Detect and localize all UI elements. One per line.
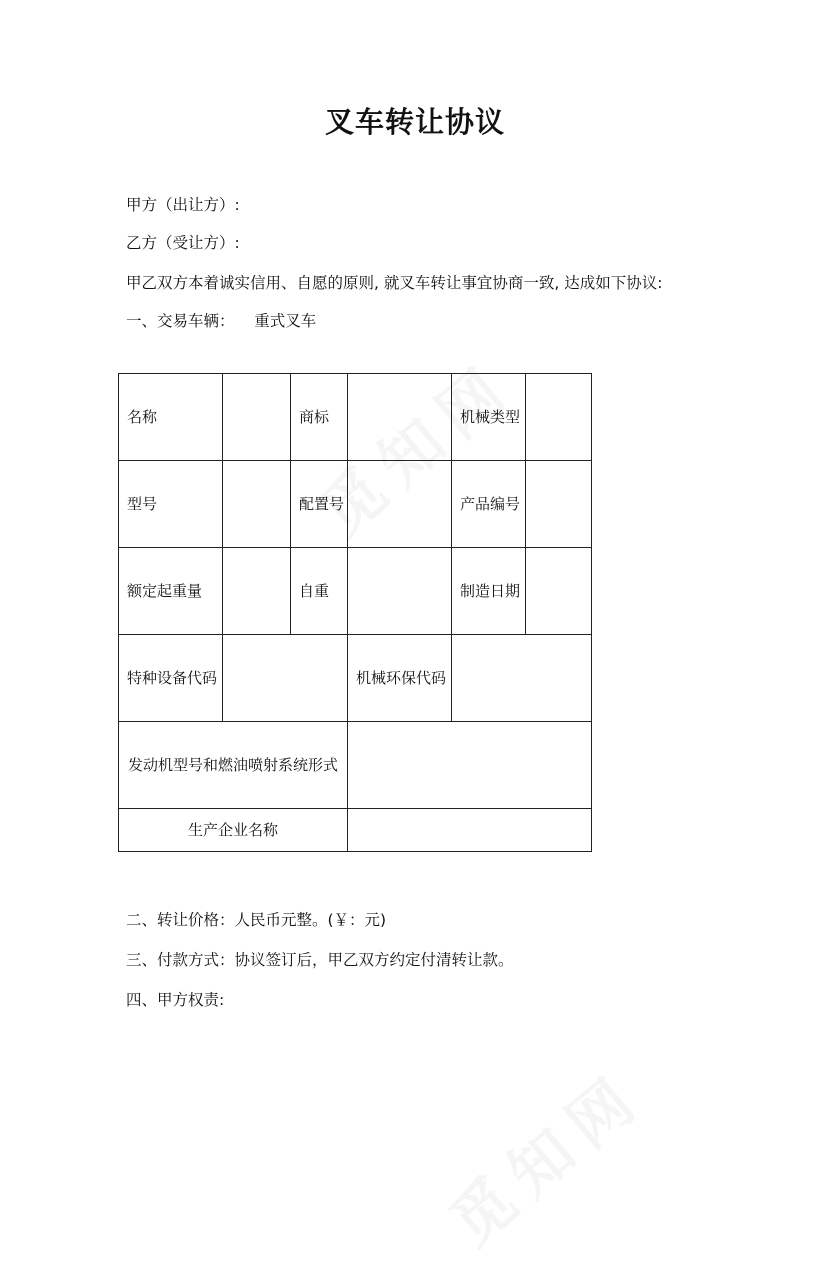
- watermark-bottom: [428, 1047, 660, 1262]
- value-model: [223, 461, 291, 548]
- value-machine-type: [526, 374, 592, 461]
- label-brand: 商标: [291, 374, 348, 461]
- clause-party-a-rights: 四、甲方权责:: [126, 991, 225, 1009]
- label-env-code: 机械环保代码: [348, 635, 452, 722]
- intro-paragraph: 甲乙双方本着诚实信用、自愿的原则, 就叉车转让事宜协商一致, 达成如下协议:: [126, 274, 663, 292]
- value-special-equipment-code: [223, 635, 348, 722]
- clause-vehicle: 一、交易车辆： 重式叉车: [126, 312, 317, 330]
- value-config-no: [348, 461, 452, 548]
- vehicle-info-table: [118, 373, 592, 852]
- value-mfg-date: [526, 548, 592, 635]
- label-self-weight: 自重: [291, 548, 348, 635]
- value-engine-model: [348, 722, 592, 809]
- label-engine-model: 发动机型号和燃油喷射系统形式: [119, 722, 348, 809]
- document-title: 叉车转让协议: [324, 105, 505, 139]
- value-manufacturer: [348, 809, 592, 852]
- table-row: [119, 461, 592, 548]
- label-manufacturer: 生产企业名称: [119, 809, 348, 852]
- label-machine-type: 机械类型: [452, 374, 526, 461]
- value-env-code: [452, 635, 592, 722]
- label-mfg-date: 制造日期: [452, 548, 526, 635]
- table-row: [119, 809, 592, 852]
- table-row: [119, 722, 592, 809]
- table-row: [119, 374, 592, 461]
- party-a-line: 甲方（出让方）:: [126, 196, 240, 214]
- value-rated-load: [223, 548, 291, 635]
- value-name: [223, 374, 291, 461]
- label-config-no: 配置号: [291, 461, 348, 548]
- clause-payment: 三、付款方式：协议签订后，甲乙双方约定付清转让款。: [126, 951, 514, 969]
- label-special-equipment-code: 特种设备代码: [119, 635, 223, 722]
- party-b-line: 乙方（受让方）:: [126, 234, 240, 252]
- label-name: 名称: [119, 374, 223, 461]
- table-row: [119, 635, 592, 722]
- value-product-no: [526, 461, 592, 548]
- value-self-weight: [348, 548, 452, 635]
- label-rated-load: 额定起重量: [119, 548, 223, 635]
- table-row: [119, 548, 592, 635]
- label-model: 型号: [119, 461, 223, 548]
- clause-price: 二、转让价格：人民币元整。(￥：元): [126, 911, 387, 929]
- label-product-no: 产品编号: [452, 461, 526, 548]
- value-brand: [348, 374, 452, 461]
